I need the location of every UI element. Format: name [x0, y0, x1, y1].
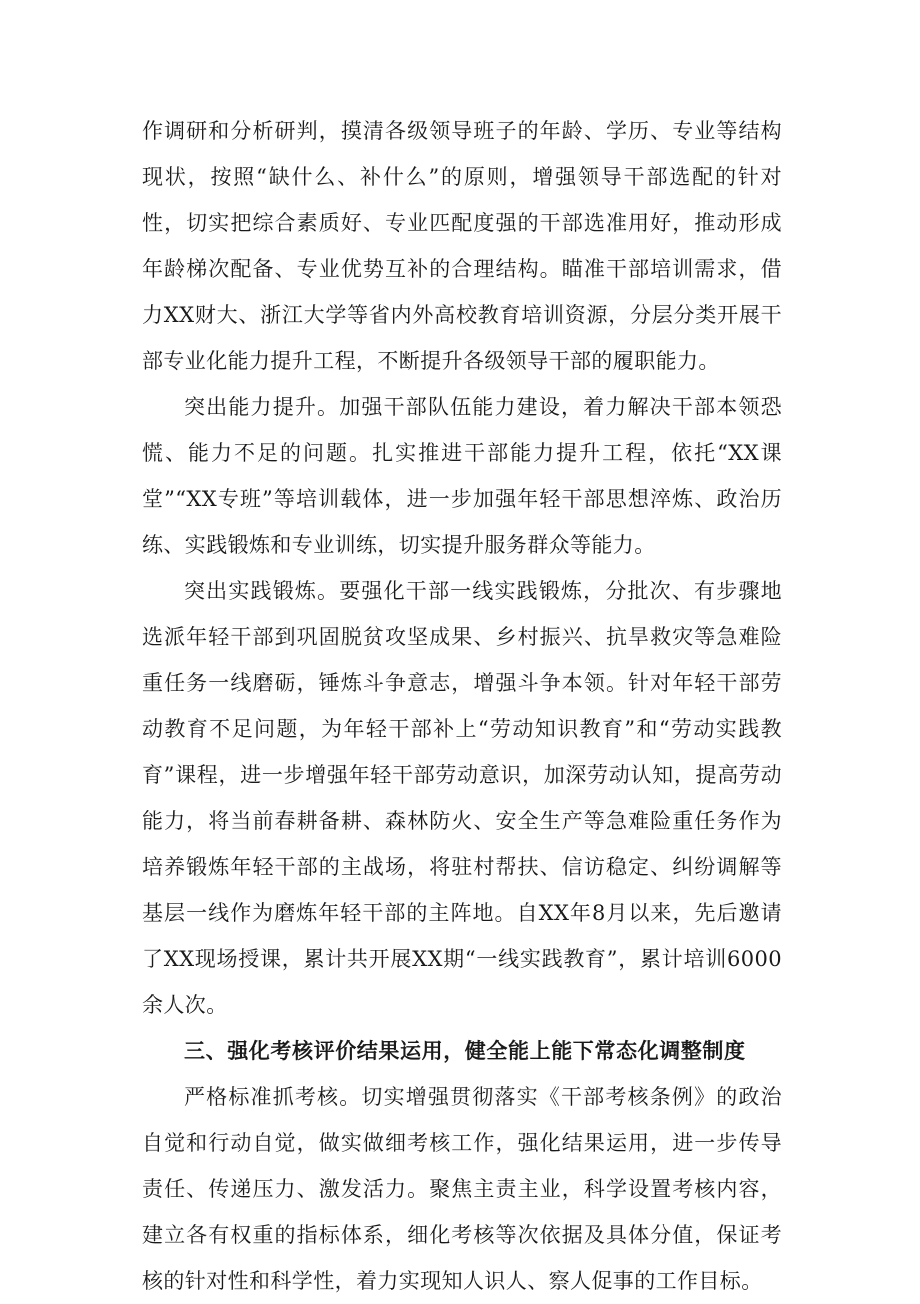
paragraph-ability-improvement: 突出能力提升。加强干部队伍能力建设，着力解决干部本领恐慌、能力不足的问题。扎实推进干部能力提升工程，依托“XX课堂”“XX专班”等培训载体，进一步加强年轻干部思想淬炼、政治历练、实践锻炼和专业训练，切实提升服务群众等能力。 — [142, 395, 782, 557]
paragraph-continuation: 作调研和分析研判，摸清各级领导班子的年龄、学历、专业等结构现状，按照“缺什么、补什么”的原则，增强领导干部选配的针对性，切实把综合素质好、专业匹配度强的干部选准用好，推动形成年龄梯次配备、专业优势互补的合理结构。瞄准干部培训需求，借力XX财大、浙江大学等省内外高校教育培训资源，分层分类开展干部专业化能力提升工程，不断提升各级领导干部的履职能力。 — [142, 119, 782, 373]
paragraph-practice-training: 突出实践锻炼。要强化干部一线实践锻炼，分批次、有步骤地选派年轻干部到巩固脱贫攻坚成果、乡村振兴、抗旱救灾等急难险重任务一线磨砺，锤炼斗争意志，增强斗争本领。针对年轻干部劳动教育不足问题，为年轻干部补上“劳动知识教育”和“劳动实践教育”课程，进一步增强年轻干部劳动意识，加深劳动认知，提高劳动能力，将当前春耕备耕、森林防火、安全生产等急难险重任务作为培养锻炼年轻干部的主战场，将驻村帮扶、信访稳定、纠纷调解等基层一线作为磨炼年轻干部的主阵地。自XX年8月以来，先后邀请了XX现场授课，累计共开展XX期“一线实践教育”，累计培训6000余人次。 — [142, 579, 782, 1017]
paragraph-assessment: 严格标准抓考核。切实增强贯彻落实《干部考核条例》的政治自觉和行动自觉，做实做细考核工作，强化结果运用，进一步传导责任、传递压力、激发活力。聚焦主责主业，科学设置考核内容，建立各有权重的指标体系，细化考核等次依据及具体分值，保证考核的针对性和科学性，着力实现知人识人、察人促事的工作目标。 — [142, 1085, 782, 1293]
document-body — [142, 108, 782, 1304]
section-heading-3: 三、强化考核评价结果运用，健全能上能下常态化调整制度 — [184, 1039, 746, 1063]
